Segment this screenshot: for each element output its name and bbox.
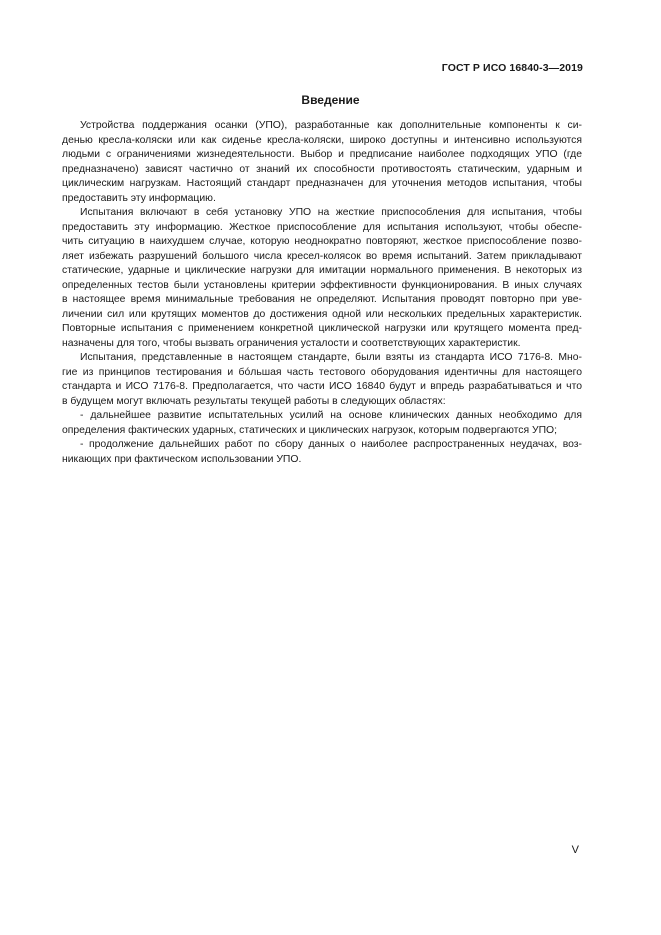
page-number: V bbox=[571, 844, 579, 856]
text-line: людьми с ограничениями жизнедеятельности. Выбор и предписание наиболее подходящих УПО (где bbox=[62, 149, 582, 160]
text-line: предоставить эту информацию. bbox=[62, 192, 216, 204]
text-line: Повторные испытания с применением конкретной циклической нагрузки или крутящего момента пред- bbox=[62, 323, 582, 334]
text-line: циклическим нагрузкам. Настоящий стандарт предназначен для уточнения методов испытания, чтобы bbox=[62, 178, 582, 189]
text-line: личении сил или крутящих моментов до достижения одной или нескольких предельных характеристик. bbox=[62, 308, 582, 320]
text-line: назначены для того, чтобы вызвать ограничения усталости и соответствующих характеристик. bbox=[62, 337, 521, 349]
text-line: определения фактических ударных, статических и циклических нагрузок, которым подвергаются УПО; bbox=[62, 424, 558, 436]
text-line: Испытания, представленные в настоящем стандарте, были взяты из стандарта ИСО 7176-8. Мно- bbox=[80, 352, 582, 363]
text-line: денью кресла-коляски или как сиденье кресла-коляски, широко доступны и интенсивно используются bbox=[62, 134, 582, 146]
text-line: в будущем могут включать результаты текущей работы в следующих областях: bbox=[62, 395, 446, 407]
section-title: Введение bbox=[301, 93, 360, 107]
text-line: Устройства поддержания осанки (УПО), разработанные как дополнительные компоненты к си- bbox=[80, 120, 582, 131]
text-line: чить ситуацию в наихудшем случае, которую неоднократно повторяют, жесткое приспособление позво- bbox=[62, 236, 582, 247]
list-item-text: - дальнейшее развитие испытательных усилий на основе клинических данных необходимо для bbox=[80, 410, 582, 421]
text-line: ляет избежать разрушений большого числа кресел-колясок во время испытаний. Затем прикладывают bbox=[62, 250, 582, 262]
text-line: в настоящее время минимальные требования не определяют. Испытания проводят повторно при уве- bbox=[62, 294, 582, 305]
text-line: гие из принципов тестирования и бóльшая часть тестового оборудования идентичны для настоящего bbox=[62, 366, 582, 378]
standard-code-header: ГОСТ Р ИСО 16840-3—2019 bbox=[441, 62, 583, 74]
text-line: предоставить эту информацию. Жесткое приспособление для испытания используют, чтобы обеспе- bbox=[62, 221, 582, 233]
text-line: определенных тестов были установлены критерии эффективности функционирования. В иных случаях bbox=[62, 279, 582, 291]
list-item-text: - продолжение дальнейших работ по сбору данных о наиболее распространенных неудачах, воз- bbox=[80, 439, 582, 450]
text-line: статические, ударные и циклические нагрузки для имитации нормального применения. В некоторых из bbox=[62, 265, 582, 276]
text-line: никающих при фактическом использовании УПО. bbox=[62, 453, 302, 465]
text-line: предназначено) зависят частично от знаний их способности противостоять статическим, ударным и bbox=[62, 163, 582, 175]
text-line: стандарта и ИСО 7176-8. Предполагается, что части ИСО 16840 будут и впредь разрабатываться и что bbox=[62, 381, 582, 392]
text-line: Испытания включают в себя установку УПО на жесткие приспособления для испытания, чтобы bbox=[80, 207, 582, 218]
body-text bbox=[62, 119, 582, 467]
